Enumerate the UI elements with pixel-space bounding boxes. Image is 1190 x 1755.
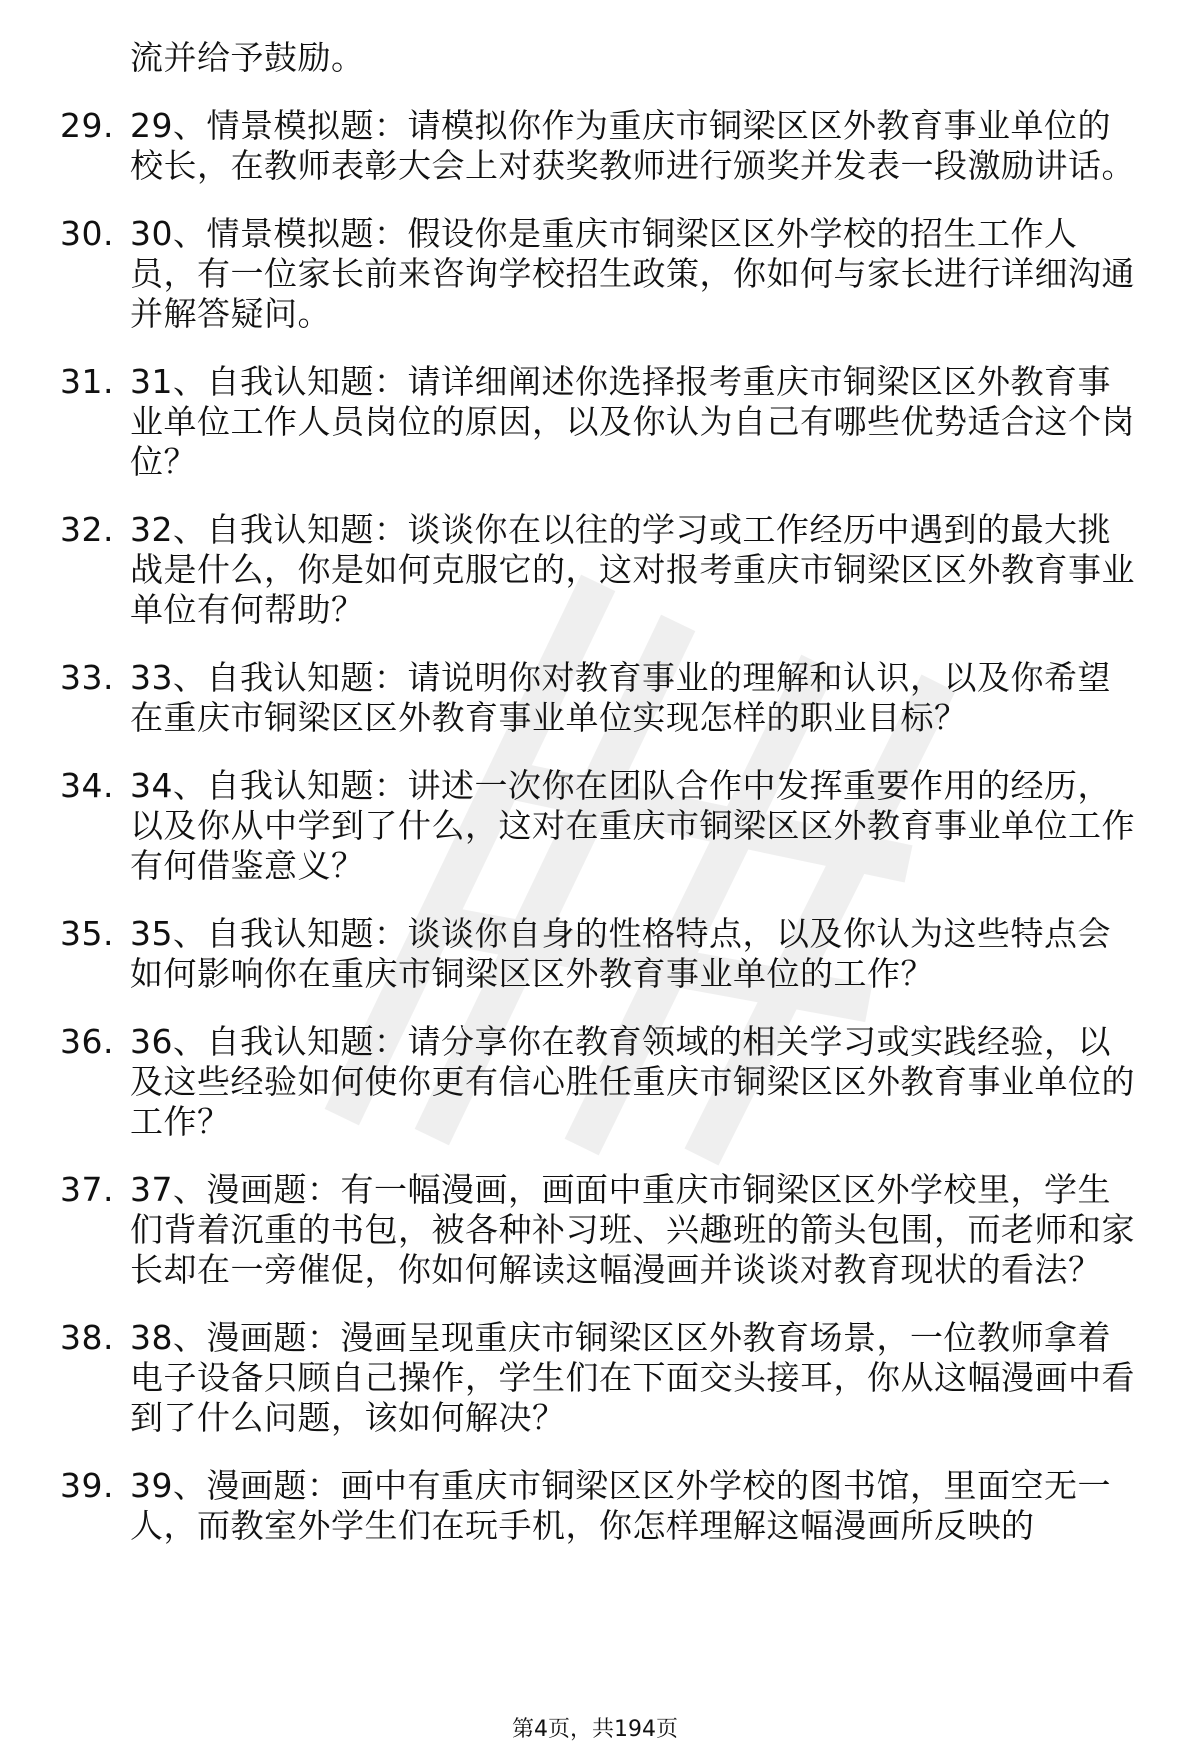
item-text: 29、情景模拟题：请模拟你作为重庆市铜梁区区外教育事业单位的校长，在教师表彰大会上对获奖教师进行颁奖并发表一段激励讲话。 bbox=[130, 106, 1135, 185]
list-item bbox=[60, 658, 1140, 738]
item-text: 34、自我认知题：讲述一次你在团队合作中发挥重要作用的经历，以及你从中学到了什么，这对在重庆市铜梁区区外教育事业单位工作有何借鉴意义？ bbox=[130, 766, 1135, 885]
item-text: 37、漫画题：有一幅漫画，画面中重庆市铜梁区区外学校里，学生们背着沉重的书包，被各种补习班、兴趣班的箭头包围，而老师和家长却在一旁催促，你如何解读这幅漫画并谈谈对教育现状的看法？ bbox=[130, 1170, 1135, 1289]
item-text: 38、漫画题：漫画呈现重庆市铜梁区区外教育场景，一位教师拿着电子设备只顾自己操作，学生们在下面交头接耳，你从这幅漫画中看到了什么问题，该如何解决？ bbox=[130, 1318, 1135, 1437]
list-item bbox=[60, 1466, 1140, 1546]
item-number: 39. bbox=[60, 1466, 114, 1505]
list-item bbox=[60, 106, 1140, 186]
item-number: 29. bbox=[60, 106, 114, 145]
continued-text: 流并给予鼓励。 bbox=[130, 38, 365, 77]
page-number: 第4页，共194页 bbox=[512, 1717, 678, 1742]
item-text: 36、自我认知题：请分享你在教育领域的相关学习或实践经验，以及这些经验如何使你更有信心胜任重庆市铜梁区区外教育事业单位的工作？ bbox=[130, 1022, 1135, 1141]
item-number: 33. bbox=[60, 658, 114, 697]
list-item bbox=[60, 914, 1140, 994]
list-item bbox=[60, 1170, 1140, 1290]
list-item bbox=[60, 510, 1140, 630]
list-item bbox=[60, 1022, 1140, 1142]
item-number: 35. bbox=[60, 914, 114, 953]
item-text: 39、漫画题：画中有重庆市铜梁区区外学校的图书馆，里面空无一人，而教室外学生们在玩手机，你怎样理解这幅漫画所反映的 bbox=[130, 1466, 1111, 1545]
item-number: 36. bbox=[60, 1022, 114, 1061]
item-number: 32. bbox=[60, 510, 114, 549]
item-text: 30、情景模拟题：假设你是重庆市铜梁区区外学校的招生工作人员，有一位家长前来咨询学校招生政策，你如何与家长进行详细沟通并解答疑问。 bbox=[130, 214, 1135, 333]
list-item bbox=[60, 1318, 1140, 1438]
list-item bbox=[60, 214, 1140, 334]
item-number: 30. bbox=[60, 214, 114, 253]
item-text: 32、自我认知题：谈谈你在以往的学习或工作经历中遇到的最大挑战是什么，你是如何克服它的，这对报考重庆市铜梁区区外教育事业单位有何帮助？ bbox=[130, 510, 1135, 629]
item-number: 31. bbox=[60, 362, 114, 401]
item-text: 33、自我认知题：请说明你对教育事业的理解和认识，以及你希望在重庆市铜梁区区外教育事业单位实现怎样的职业目标？ bbox=[130, 658, 1111, 737]
item-text: 35、自我认知题：谈谈你自身的性格特点，以及你认为这些特点会如何影响你在重庆市铜梁区区外教育事业单位的工作？ bbox=[130, 914, 1111, 993]
item-text: 31、自我认知题：请详细阐述你选择报考重庆市铜梁区区外教育事业单位工作人员岗位的原因，以及你认为自己有哪些优势适合这个岗位？ bbox=[130, 362, 1135, 481]
list-item bbox=[60, 766, 1140, 886]
question-list bbox=[60, 38, 1140, 1574]
list-item bbox=[60, 362, 1140, 482]
item-number: 34. bbox=[60, 766, 114, 805]
item-number: 37. bbox=[60, 1170, 114, 1209]
item-number: 38. bbox=[60, 1318, 114, 1357]
